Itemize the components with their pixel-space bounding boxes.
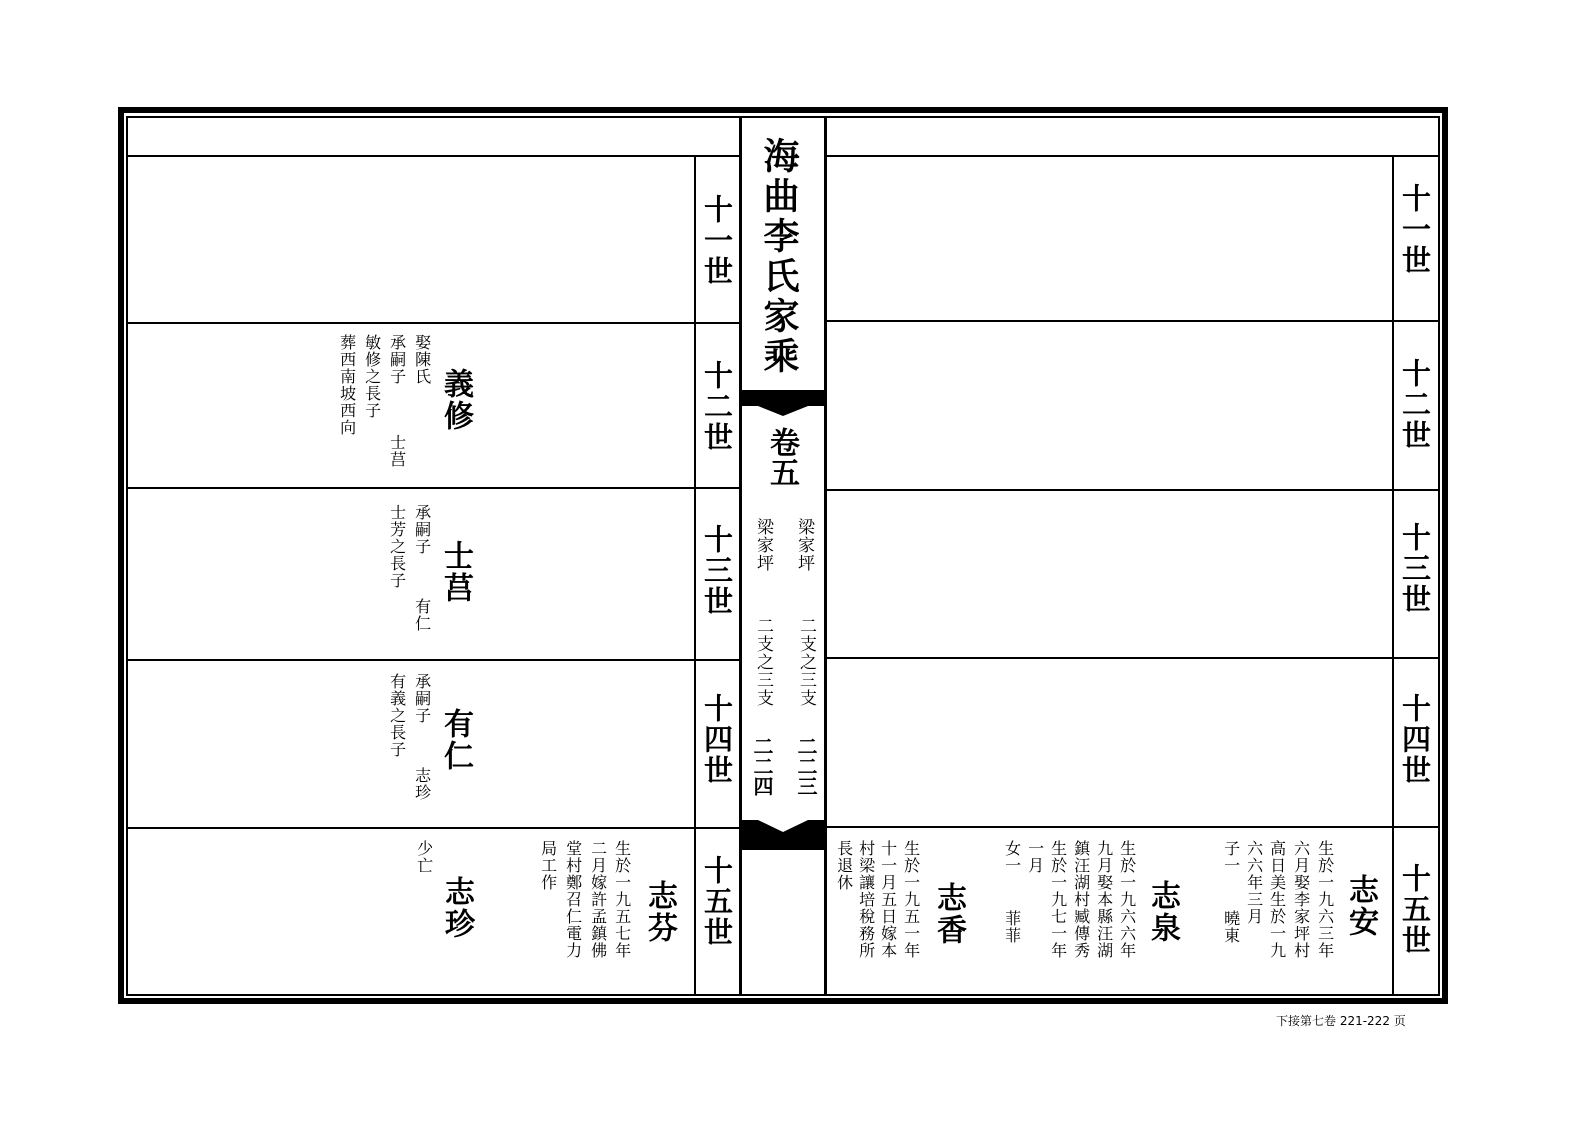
volume-label: 卷五 (764, 427, 799, 487)
right-row-line (827, 657, 1438, 659)
right-row-line (827, 320, 1438, 322)
gen-label-14-right: 十四世 (1398, 693, 1432, 786)
person-note: 村梁讓培稅務所 (856, 840, 876, 959)
spine-ornament-top (742, 392, 824, 416)
spine-left-line (739, 118, 742, 994)
person-note: 生於一九七一年 (1048, 840, 1068, 959)
son-name: 志珍 (412, 767, 432, 801)
person-name: 志芬 (642, 880, 677, 944)
person-note: 六月娶李家坪村 (1291, 840, 1311, 959)
gen-label-11-left: 十一世 (700, 194, 734, 287)
gen-label-12-right: 十二世 (1398, 358, 1432, 451)
left-gen-column-line (694, 155, 696, 994)
book-title: 海曲李氏家乘 (758, 137, 800, 377)
continuation-note: 下接第七卷 221-222 页 (1276, 1014, 1406, 1028)
left-row-line (128, 827, 739, 829)
person-note: 生於一九六三年 (1315, 840, 1335, 959)
person-note: 少亡 (414, 840, 434, 874)
person-note: 女一 (1002, 840, 1022, 874)
gen-label-15-left: 十五世 (700, 855, 734, 948)
page-number-right: 二二三 (794, 736, 818, 796)
right-row-line (827, 155, 1438, 157)
gen-label-11-right: 十一世 (1398, 183, 1432, 276)
person-note: 堂村鄭召仁電力 (563, 840, 583, 959)
person-note: 士芳之長子 (387, 504, 407, 589)
person-note: 承嗣子 (412, 673, 432, 724)
person-note: 承嗣子 (412, 504, 432, 555)
sub-branch-left: 二支之三支 (753, 617, 773, 707)
left-row-line (128, 487, 739, 489)
son-name: 菲菲 (1002, 910, 1022, 944)
person-note: 九月娶本縣汪湖 (1094, 840, 1114, 959)
person-name: 志安 (1343, 874, 1378, 938)
person-name: 士莒 (438, 540, 473, 604)
person-name: 有仁 (438, 708, 473, 772)
left-row-line (128, 322, 739, 324)
person-note: 有義之長子 (387, 673, 407, 758)
person-note: 六六年三月 (1244, 840, 1264, 925)
right-gen-column-line (1392, 155, 1394, 994)
person-note: 生於一九五七年 (612, 840, 632, 959)
person-note: 娶陳氏 (412, 334, 432, 385)
person-name: 志珍 (439, 876, 474, 940)
branch-label-left: 梁家坪 (753, 518, 773, 572)
person-note: 鎮汪湖村臧傳秀 (1071, 840, 1091, 959)
person-note: 一月 (1025, 840, 1045, 874)
right-row-line (827, 826, 1438, 828)
gen-label-13-left: 十三世 (700, 524, 734, 617)
son-name: 士莒 (387, 434, 407, 468)
son-name: 曉東 (1221, 910, 1241, 944)
left-row-line (128, 155, 739, 157)
person-note: 葬西南坡西向 (337, 334, 357, 436)
page-number-left: 二二四 (750, 736, 774, 796)
person-name: 義修 (438, 368, 473, 432)
gen-label-13-right: 十三世 (1398, 522, 1432, 615)
person-note: 敏修之長子 (362, 334, 382, 419)
son-name: 有仁 (412, 598, 432, 632)
left-row-line (128, 659, 739, 661)
person-name: 志泉 (1145, 880, 1180, 944)
spine-right-line (824, 118, 827, 994)
spine-band (742, 846, 824, 848)
right-row-line (827, 489, 1438, 491)
gen-label-12-left: 十二世 (700, 360, 734, 453)
gen-label-14-left: 十四世 (700, 693, 734, 786)
person-note: 十一月五日嫁本 (878, 840, 898, 959)
gen-label-15-right: 十五世 (1398, 863, 1432, 956)
person-note: 子一 (1221, 840, 1241, 874)
person-note: 生於一九六六年 (1117, 840, 1137, 959)
person-note: 二月嫁許孟鎮佛 (588, 840, 608, 959)
person-note: 承嗣子 (387, 334, 407, 385)
person-name: 志香 (931, 882, 966, 946)
person-note: 生於一九五一年 (901, 840, 921, 959)
person-note: 局工作 (538, 840, 558, 891)
person-note: 高日美生於一九 (1267, 840, 1287, 959)
sub-branch-right: 二支之三支 (796, 617, 816, 707)
person-note: 長退休 (834, 840, 854, 891)
branch-label-right: 梁家坪 (794, 518, 814, 572)
